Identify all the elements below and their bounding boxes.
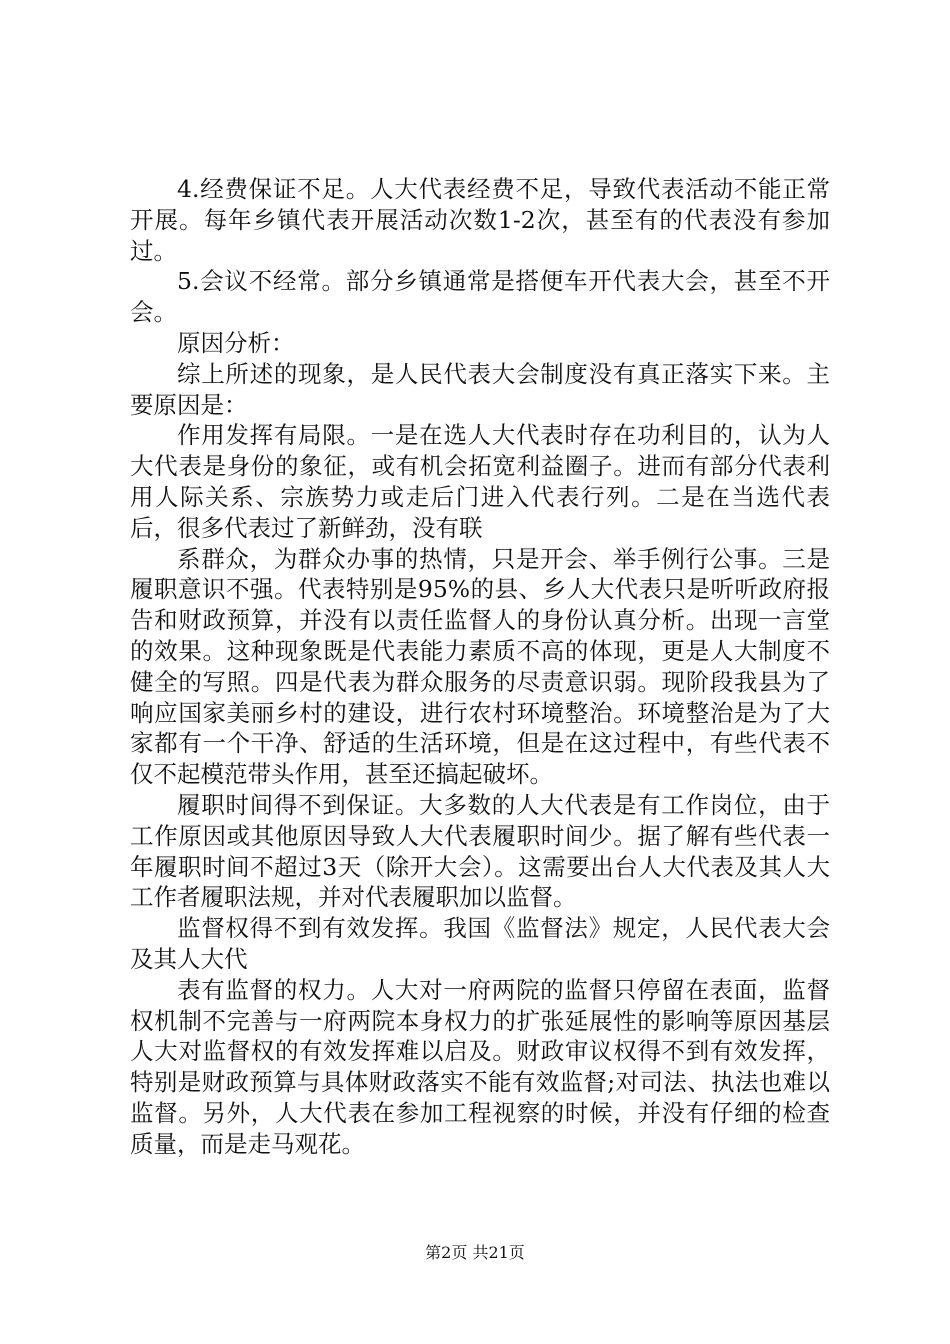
paragraph-supervision-power: 监督权得不到有效发挥。我国《监督法》规定，人民代表大会及其人大代 — [130, 914, 830, 973]
paragraph-summary: 综上所述的现象，是人民代表大会制度没有真正落实下来。主要原因是： — [130, 359, 830, 419]
paragraph-funding-shortage: 4.经费保证不足。人大代表经费不足，导致代表活动不能正常开展。每年乡镇代表开展活动次数1-2次，甚至有的代表没有参加过。 — [130, 175, 830, 265]
document-body — [130, 174, 830, 1160]
paragraph-limited-role: 作用发挥有局限。一是在选人大代表时存在功利目的，认为人大代表是身份的象征，或有机会拓宽利益圈子。进而有部分代表利用人际关系、宗族势力或走后门进入代表行列。二是在当选代表后，很多代表过了新鲜劲，没有联 — [130, 421, 830, 542]
paragraph-weak-duty-awareness: 系群众，为群众办事的热情，只是开会、举手例行公事。三是履职意识不强。代表特别是95%的县、乡人大代表只是听听政府报告和财政预算，并没有以责任监督人的身份认真分析。出现一言堂的效果。这种现象既是代表能力素质不高的体现，更是人大制度不健全的写照。四是代表为群众服务的尽责意识弱。现阶段我县为了响应国家美丽乡村的建设，进行农村环境整治。环境整治是为了大家都有一个干净、舒适的生活环境，但是在这过程中，有些代表不仅不起模范带头作用，甚至还搞起破坏。 — [130, 544, 830, 789]
paragraph-supervision-detail: 表有监督的权力。人大对一府两院的监督只停留在表面，监督权机制不完善与一府两院本身权力的扩张延展性的影响等原因基层人大对监督权的有效发挥难以启及。财政审议权得不到有效发挥，特别是财政预算与具体财政落实不能有效监督;对司法、执法也难以监督。另外，人大代表在参加工程视察的时候，并没有仔细的检查质量，而是走马观花。 — [130, 975, 830, 1158]
paragraph-irregular-meetings: 5.会议不经常。部分乡镇通常是搭便车开代表大会，甚至不开会。 — [130, 267, 830, 327]
paragraph-cause-heading: 原因分析： — [177, 328, 295, 357]
paragraph-duty-time: 履职时间得不到保证。大多数的人大代表是有工作岗位，由于工作原因或其他原因导致人大代表履职时间少。据了解有些代表一年履职时间不超过3天（除开大会）。这需要出台人大代表及其人大工作者履职法规，并对代表履职加以监督。 — [130, 790, 830, 912]
page-number-footer: 第2页 共21页 — [425, 1243, 525, 1262]
